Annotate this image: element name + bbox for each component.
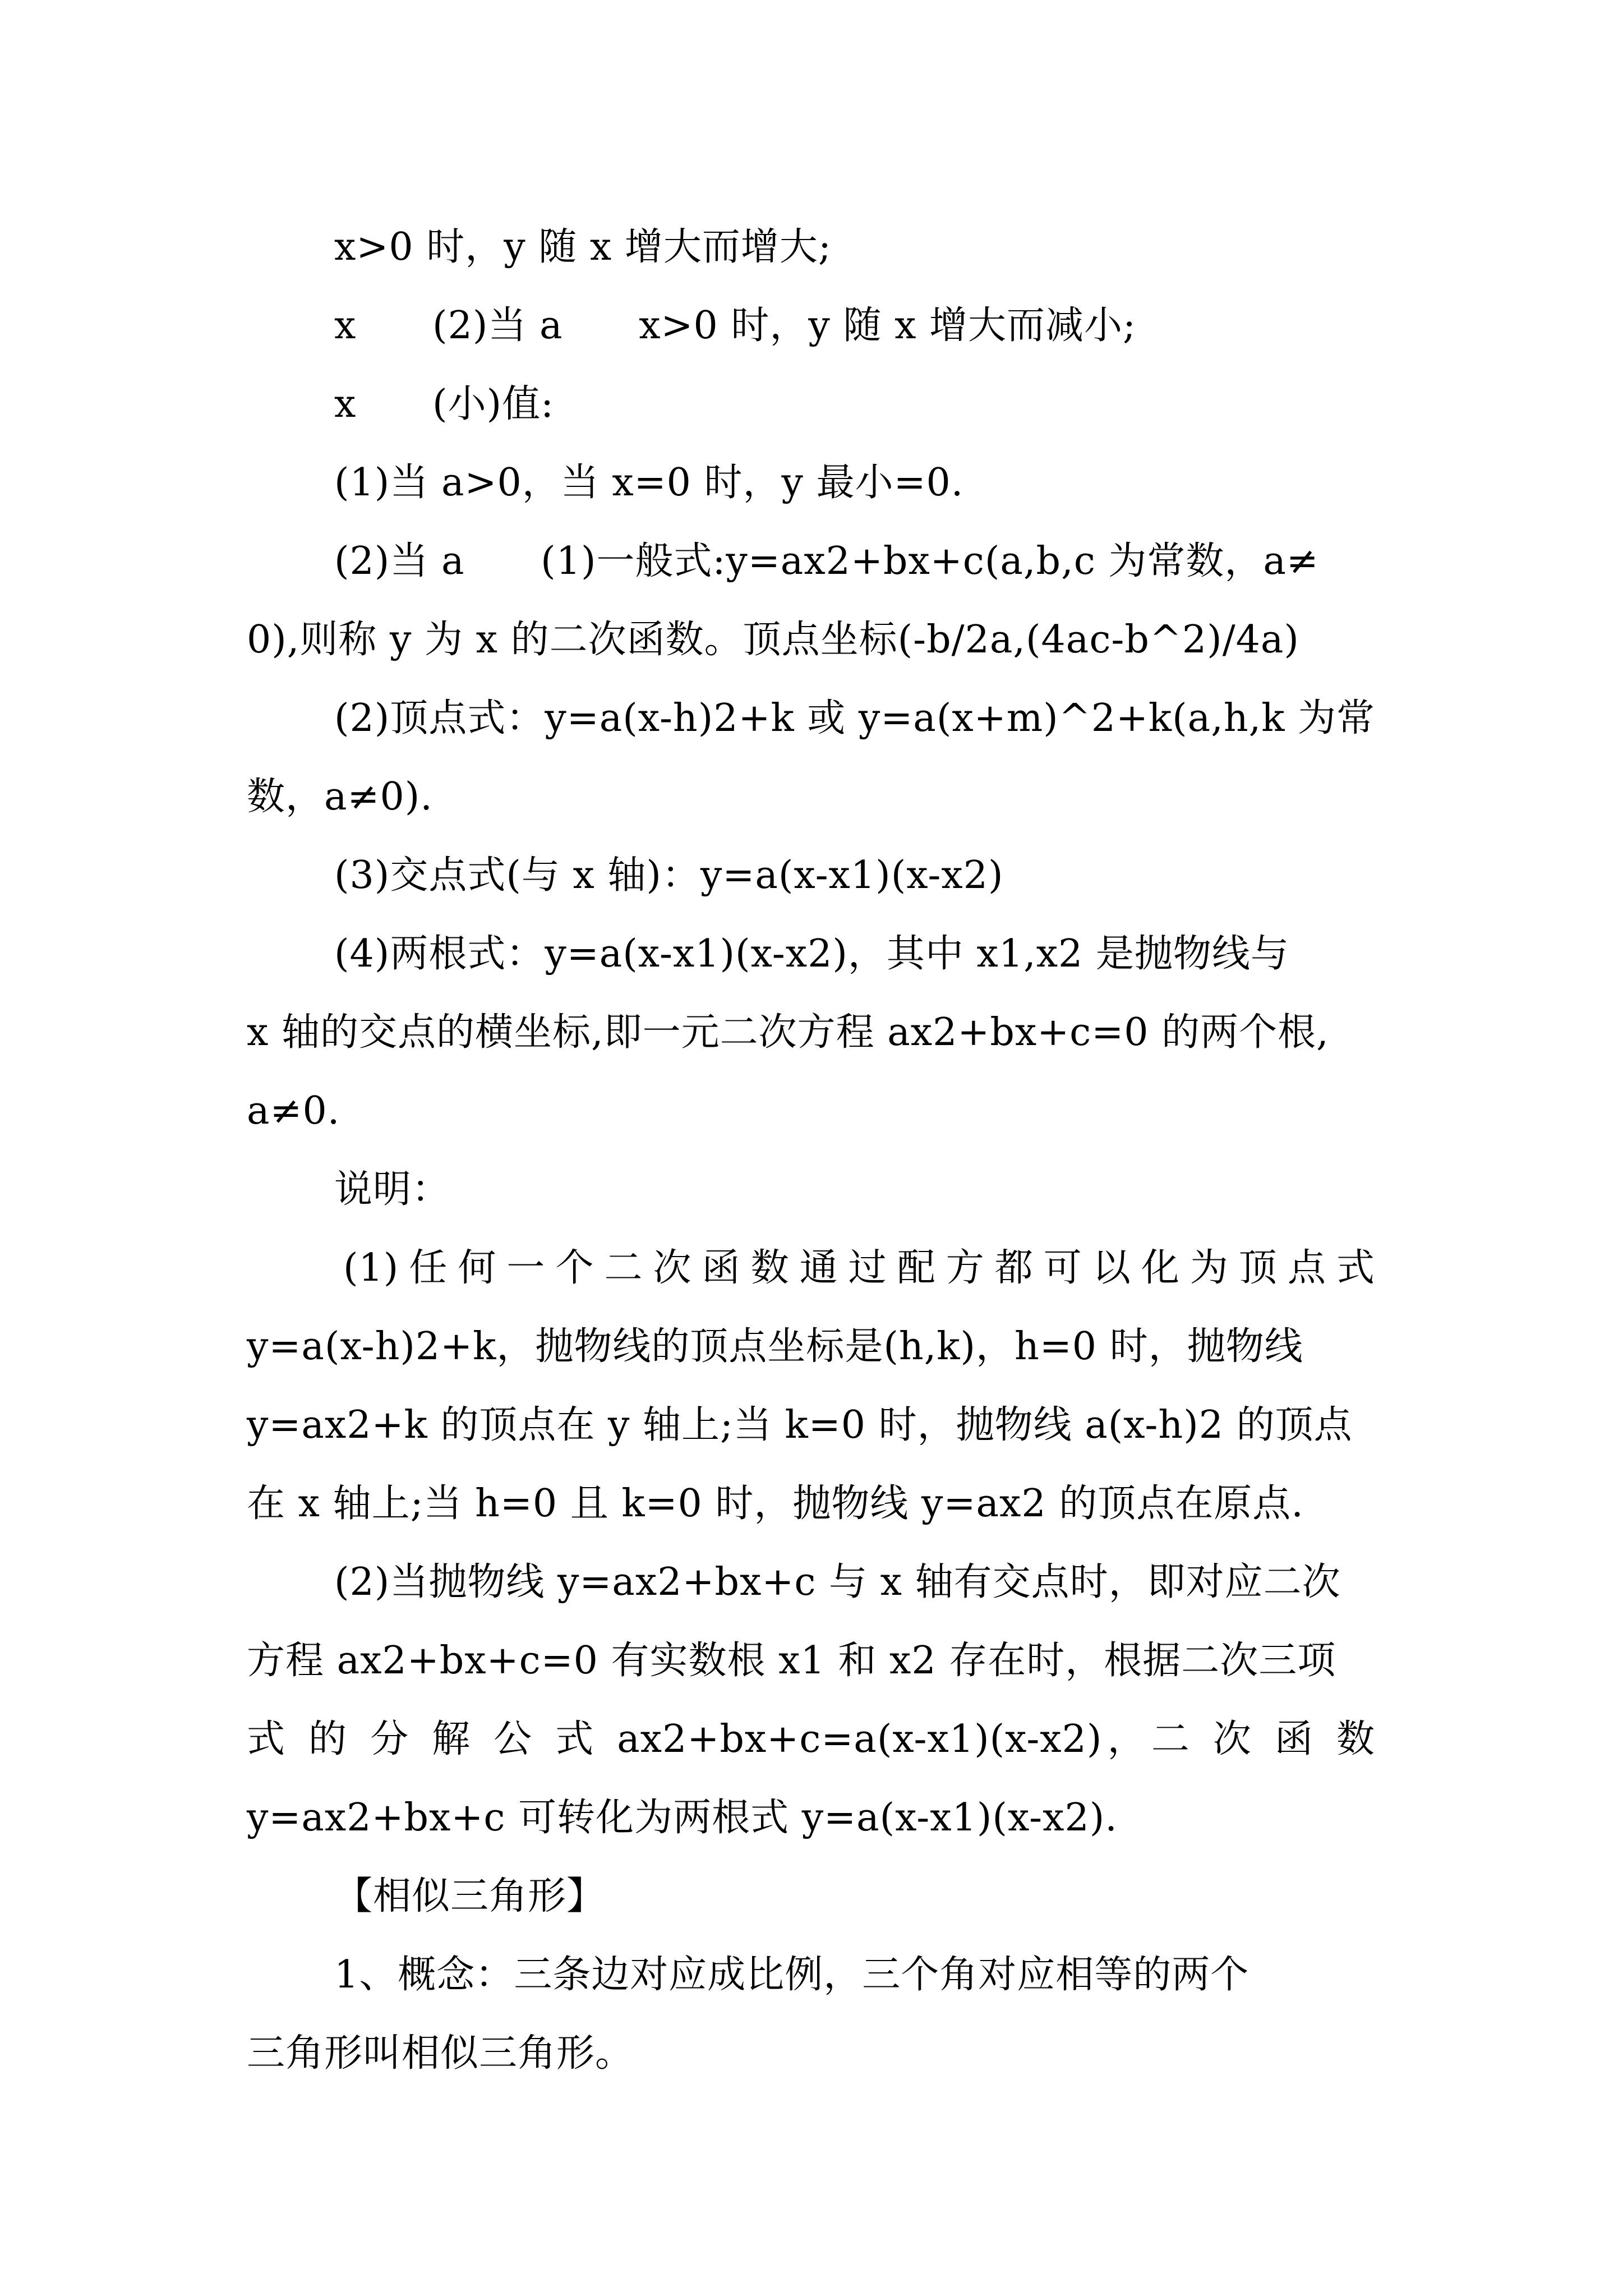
text-line: y=a(x-h)2+k，抛物线的顶点坐标是(h,k)，h=0 时，抛物线 — [247, 1324, 1303, 1369]
text-line: x (2)当 a x>0 时，y 随 x 增大而减小; — [334, 303, 1136, 348]
text-line: 1、概念：三条边对应成比例，三个角对应相等的两个 — [334, 1953, 1249, 1997]
text-line: 式 的 分 解 公 式 ax2+bx+c=a(x-x1)(x-x2)，二 次 函 数 — [247, 1717, 1375, 1761]
text-line: x 轴的交点的横坐标,即一元二次方程 ax2+bx+c=0 的两个根, — [247, 1010, 1329, 1055]
text-line: (1)任何一个二次函数通过配方都可以化为顶点式 — [343, 1246, 1375, 1290]
text-line: (2)顶点式：y=a(x-h)2+k 或 y=a(x+m)^2+k(a,h,k 为常 — [334, 696, 1376, 740]
text-line: 方程 ax2+bx+c=0 有实数根 x1 和 x2 存在时，根据二次三项 — [247, 1639, 1336, 1683]
text-line: (2)当抛物线 y=ax2+bx+c 与 x 轴有交点时，即对应二次 — [334, 1560, 1341, 1604]
text-line: (2)当 a (1)一般式:y=ax2+bx+c(a,b,c 为常数，a≠ — [334, 539, 1319, 583]
text-line: (3)交点式(与 x 轴)：y=a(x-x1)(x-x2) — [334, 853, 1004, 898]
text-line: 三角形叫相似三角形。 — [247, 2031, 634, 2076]
text-line: 在 x 轴上;当 h=0 且 k=0 时，抛物线 y=ax2 的顶点在原点. — [247, 1481, 1304, 1526]
text-line: y=ax2+k 的顶点在 y 轴上;当 k=0 时，抛物线 a(x-h)2 的顶点 — [247, 1403, 1353, 1447]
text-line: (4)两根式：y=a(x-x1)(x-x2)，其中 x1,x2 是抛物线与 — [334, 932, 1289, 976]
text-line: 数，a≠0). — [247, 775, 433, 819]
text-line: x>0 时，y 随 x 增大而增大; — [334, 225, 832, 269]
text-line: 0),则称 y 为 x 的二次函数。顶点坐标(-b/2a,(4ac-b^2)/4a) — [247, 618, 1299, 662]
section-heading: 【相似三角形】 — [334, 1874, 606, 1918]
text-line: x (小)值: — [334, 382, 555, 426]
text-line: a≠0. — [247, 1089, 340, 1133]
text-line: y=ax2+bx+c 可转化为两根式 y=a(x-x1)(x-x2). — [247, 1796, 1118, 1840]
text-line: (1)当 a>0，当 x=0 时，y 最小=0. — [334, 461, 964, 505]
section-label: 说明： — [334, 1167, 451, 1212]
